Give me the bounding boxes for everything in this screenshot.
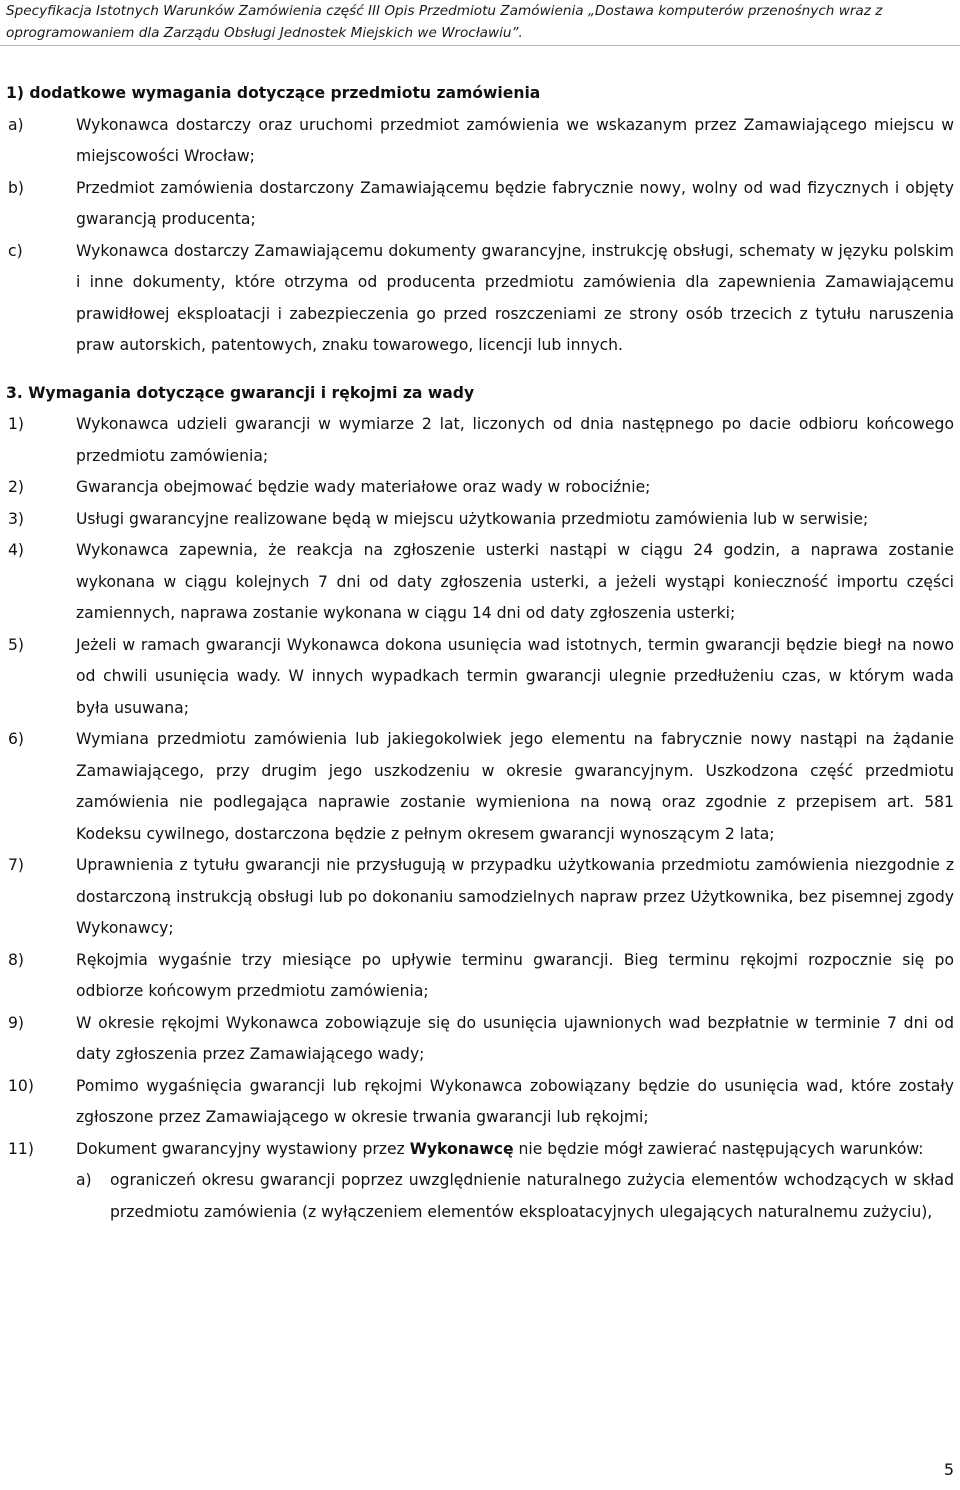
list-item: [0, 504, 960, 536]
page-number: 5: [943, 1460, 954, 1479]
list-item-label: 3): [8, 509, 25, 528]
list-item: [0, 945, 960, 1008]
list-item-label: 4): [8, 541, 25, 559]
list-item-label: 11): [8, 1139, 34, 1158]
list-item-label: 1): [8, 415, 25, 433]
list-item-text: Wykonawca dostarczy oraz uruchomi przedmiot zamówienia we wskazanym przez Zamawiającego miejscu w miejscowości Wrocław;: [76, 115, 954, 165]
list-item-text: Rękojmia wygaśnie trzy miesiące po upływie terminu gwarancji. Bieg terminu rękojmi rozpocznie się po odbiorze końcowym przedmiotu zamówienia;: [76, 950, 954, 1000]
list-item-text: Pomimo wygaśnięcia gwarancji lub rękojmi Wykonawca zobowiązany będzie do usunięcia wad, które zostały zgłoszone przez Zamawiającego w okresie trwania gwarancji lub rękojmi;: [76, 1076, 954, 1126]
document-body: [0, 78, 960, 1228]
list-item: [0, 630, 960, 725]
list-item-text: Wykonawca dostarczy Zamawiającemu dokumenty gwarancyjne, instrukcję obsługi, schematy w języku polskim i inne dokumenty, które otrzyma od producenta przedmiotu zamówienia dla zapewnienia Zamawiającemu prawidłowej eksploatacji i zabezpieczenia go przed roszczeniami ze strony osób trzecich z tytułu naruszenia praw autorskich, patentowych, znaku towarowego, licencji lub innych.: [76, 241, 954, 354]
document-header: [6, 0, 956, 44]
list-item-text: Usługi gwarancyjne realizowane będą w miejscu użytkowania przedmiotu zamówienia lub w serwisie;: [76, 509, 869, 528]
list-item-label: 5): [8, 635, 25, 654]
section-3-title: 3. Wymagania dotyczące gwarancji i rękojmi za wady: [6, 383, 475, 402]
list-item: [0, 110, 960, 173]
list-item-label: b): [8, 178, 24, 197]
list-item-label: 8): [8, 950, 25, 969]
sub-list-item-label: a): [76, 1171, 92, 1189]
list-item-text: W okresie rękojmi Wykonawca zobowiązuje się do usunięcia ujawnionych wad bezpłatnie w terminie 7 dni od daty zgłoszenia przez Zamawiającego wady;: [76, 1013, 954, 1063]
list-item: [0, 1008, 960, 1071]
list-item-label: a): [8, 115, 24, 134]
section-1-title: 1) dodatkowe wymagania dotyczące przedmiotu zamówienia: [6, 84, 541, 102]
list-item-11: [0, 1134, 960, 1166]
list-item: [0, 173, 960, 236]
header-divider: [0, 45, 960, 46]
list-item-text: Jeżeli w ramach gwarancji Wykonawca dokona usunięcia wad istotnych, termin gwarancji będzie biegł na nowo od chwili usunięcia wady. W innych wypadkach termin gwarancji ulegnie przedłużeniu czas, w którym wada była usuwana;: [76, 635, 954, 717]
header-line-1: Specyfikacja Istotnych Warunków Zamówienia część III Opis Przedmiotu Zamówienia „Dostawa komputerów przenośnych wraz z: [6, 3, 883, 19]
sub-list-item: [0, 1165, 960, 1228]
list-item-label: 7): [8, 856, 25, 874]
list-item-text: Wymiana przedmiotu zamówienia lub jakiegokolwiek jego elementu na fabrycznie nowy nastąpi na żądanie Zamawiającego, przy drugim jego uszkodzeniu w okresie gwarancyjnym. Uszkodzona część przedmiotu zamówienia nie podlegająca naprawie zostanie wymieniona na nową oraz zgodnie z przepisem art. 581 Kodeksu cywilnego, dostarczona będzie z pełnym okresem gwarancji wynoszącym 2 lata;: [76, 730, 954, 843]
header-line-2: oprogramowaniem dla Zarządu Obsługi Jednostek Miejskich we Wrocławiu”.: [6, 25, 523, 41]
sub-list-item-text: ograniczeń okresu gwarancji poprzez uwzględnienie naturalnego zużycia elementów wchodzących w skład przedmiotu zamówienia (z wyłączeniem elementów eksploatacyjnych ulegających naturalnemu zużyciu),: [110, 1171, 954, 1221]
list-item: [0, 1071, 960, 1134]
list-item: [0, 409, 960, 472]
list-item: [0, 236, 960, 362]
list-item-label: 9): [8, 1013, 25, 1032]
list-item-text: Wykonawca zapewnia, że reakcja na zgłoszenie usterki nastąpi w ciągu 24 godzin, a naprawa zostanie wykonana w ciągu kolejnych 7 dni od daty zgłoszenia usterki, a jeżeli wystąpi konieczność importu części zamiennych, naprawa zostanie wykonana w ciągu 14 dni od daty zgłoszenia usterki;: [76, 541, 954, 622]
list-item-text: Dokument gwarancyjny wystawiony przez: [76, 1139, 410, 1158]
list-item-label: 2): [8, 478, 25, 496]
list-item-label: 10): [8, 1076, 34, 1095]
list-item-label: 6): [8, 730, 25, 748]
list-item-text: nie będzie mógł zawierać następujących warunków:: [513, 1139, 924, 1158]
list-item: [0, 724, 960, 850]
list-item-text: Wykonawca udzieli gwarancji w wymiarze 2 lat, liczonych od dnia następnego po dacie odbioru końcowego przedmiotu zamówienia;: [76, 415, 954, 465]
list-item-text: Przedmiot zamówienia dostarczony Zamawiającemu będzie fabrycznie nowy, wolny od wad fizycznych i objęty gwarancją producenta;: [76, 178, 954, 228]
list-item-text: Uprawnienia z tytułu gwarancji nie przysługują w przypadku użytkowania przedmiotu zamówienia niezgodnie z dostarczoną instrukcją obsługi lub po dokonaniu samodzielnych napraw przez Użytkownika, bez pisemnej zgody Wykonawcy;: [76, 856, 954, 937]
list-item-bold-text: Wykonawcę: [409, 1139, 514, 1158]
list-item: [0, 850, 960, 945]
list-item: [0, 472, 960, 504]
list-item-text: Gwarancja obejmować będzie wady materiałowe oraz wady w robociźnie;: [76, 478, 651, 496]
list-item-label: c): [8, 241, 23, 260]
list-item: [0, 535, 960, 630]
